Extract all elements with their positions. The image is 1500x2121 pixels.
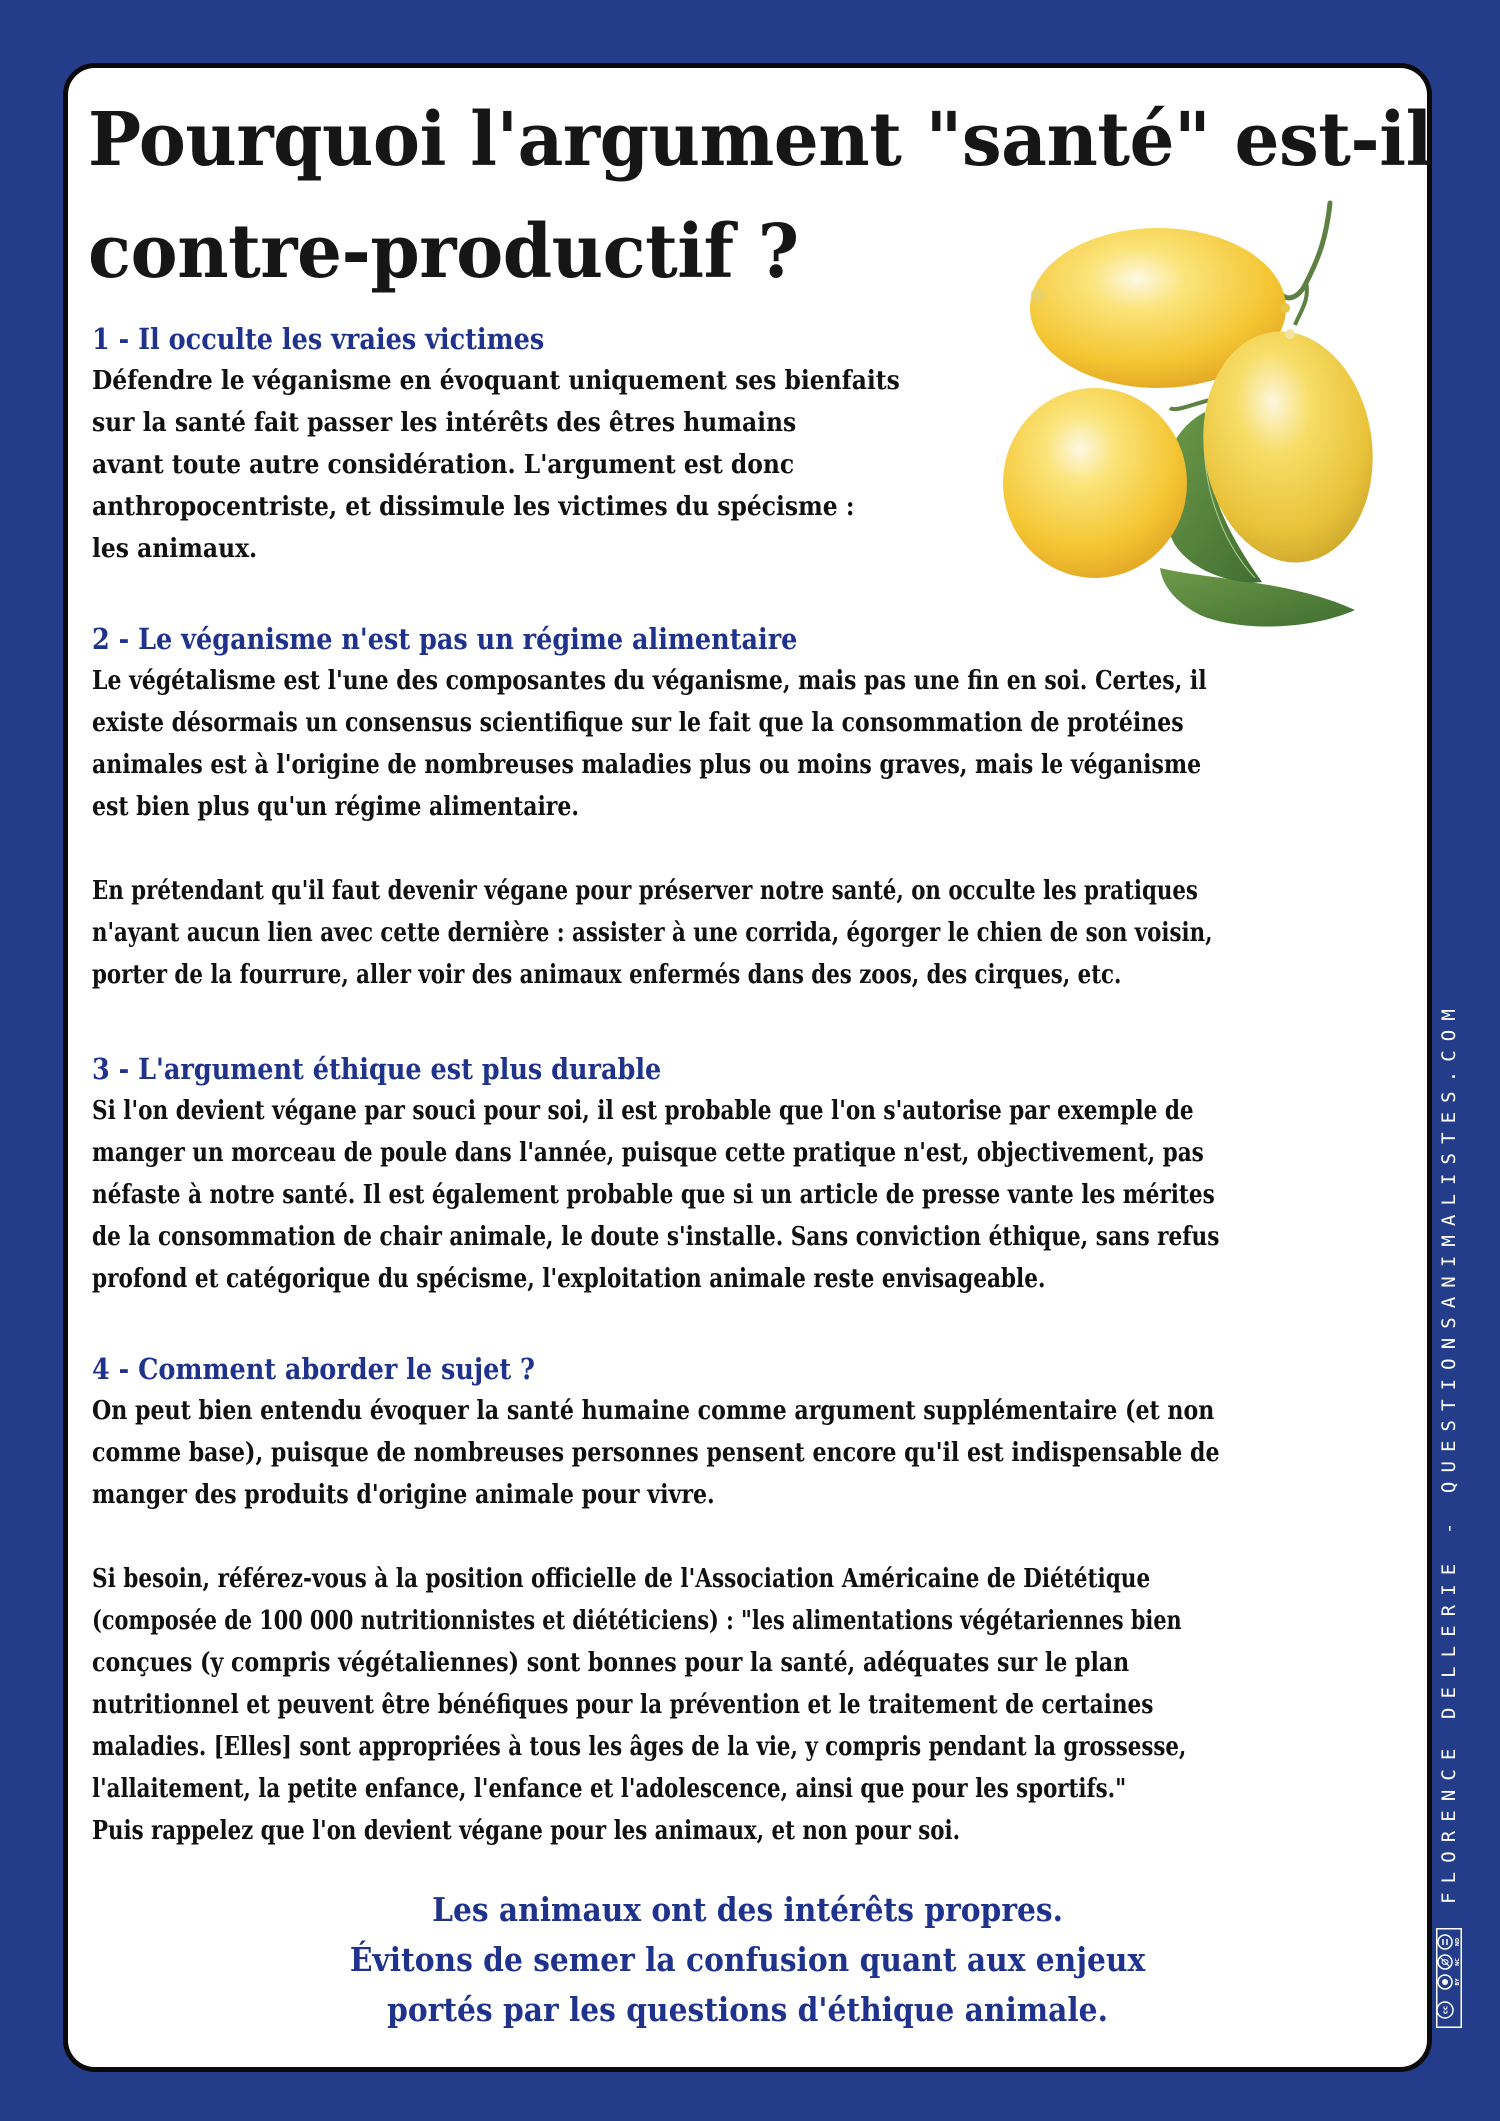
title-line-2: contre-productif ?	[88, 209, 799, 295]
body-line: manger des produits d'origine animale pour vivre.	[92, 1480, 715, 1510]
closing-line-2: Évitons de semer la confusion quant aux enjeux	[349, 1940, 1146, 1979]
section-3	[92, 1048, 1450, 1300]
body-line: animales est à l'origine de nombreuses maladies plus ou moins graves, mais le véganisme	[92, 750, 1202, 780]
body-line: conçues (y compris végétaliennes) sont bonnes pour la santé, adéquates sur le plan	[92, 1648, 1130, 1678]
section-heading: 1 - Il occulte les vraies victimes	[92, 322, 545, 356]
paragraph-spacer	[92, 828, 1459, 870]
body-line: les animaux.	[92, 534, 258, 564]
section-2	[92, 618, 1459, 996]
body-line: On peut bien entendu évoquer la santé humaine comme argument supplémentaire (et non	[92, 1396, 1215, 1426]
paragraph-spacer	[92, 1516, 1454, 1558]
svg-text:NC: NC	[1455, 1958, 1461, 1966]
body-line: porter de la fourrure, aller voir des animaux enfermés dans des zoos, des cirques, etc.	[92, 960, 1122, 990]
body-line: l'allaitement, la petite enfance, l'enfance et l'adolescence, ainsi que pour les sportifs."	[92, 1774, 1127, 1804]
title-line-1: Pourquoi l'argument "santé" est-il	[88, 97, 1433, 183]
section-heading: 4 - Comment aborder le sujet ?	[92, 1352, 536, 1386]
author-credit: FLORENCE DELLERIE - QUESTIONSANIMALISTES.COM	[1438, 1000, 1460, 1904]
body-line: maladies. [Elles] sont appropriées à tous les âges de la vie, y compris pendant la grossesse,	[92, 1732, 1187, 1762]
body-line: n'ayant aucun lien avec cette dernière : assister à une corrida, égorger le chien de son voisin,	[92, 918, 1213, 948]
body-line: comme base), puisque de nombreuses personnes pensent encore qu'il est indispensable de	[92, 1438, 1220, 1468]
closing-message	[63, 1885, 1432, 2035]
body-line: néfaste à notre santé. Il est également probable que si un article de presse vante les mérites	[92, 1180, 1215, 1210]
body-line: sur la santé fait passer les intérêts des êtres humains	[92, 408, 797, 438]
section-1	[92, 318, 990, 570]
closing-line-3: portés par les questions d'éthique animale.	[387, 1990, 1108, 2029]
lemons-illustration-icon	[1000, 200, 1380, 630]
body-line: profond et catégorique du spécisme, l'exploitation animale reste envisageable.	[92, 1264, 1046, 1294]
body-line: Défendre le véganisme en évoquant uniquement ses bienfaits	[92, 366, 900, 396]
body-line: Si l'on devient végane par souci pour soi, il est probable que l'on s'autorise par exemple de	[92, 1096, 1194, 1126]
body-line: anthropocentriste, et dissimule les victimes du spécisme :	[92, 492, 855, 522]
svg-text:BY: BY	[1455, 1978, 1461, 1986]
section-heading: 3 - L'argument éthique est plus durable	[92, 1052, 662, 1086]
body-line: Si besoin, référez-vous à la position officielle de l'Association Américaine de Diététique	[92, 1564, 1151, 1594]
body-line: nutritionnel et peuvent être bénéfiques pour la prévention et le traitement de certaines	[92, 1690, 1154, 1720]
section-heading: 2 - Le véganisme n'est pas un régime alimentaire	[92, 622, 798, 656]
svg-text:ND: ND	[1455, 1937, 1461, 1947]
body-line: de la consommation de chair animale, le doute s'installe. Sans conviction éthique, sans refus	[92, 1222, 1220, 1252]
body-line: avant toute autre considération. L'argument est donc	[92, 450, 795, 480]
section-4	[92, 1348, 1454, 1852]
body-line: manger un morceau de poule dans l'année, puisque cette pratique n'est, objectivement, pas	[92, 1138, 1204, 1168]
cc-by-nc-nd-icon	[1436, 1928, 1462, 2028]
body-line: Puis rappelez que l'on devient végane pour les animaux, et non pour soi.	[92, 1816, 961, 1846]
body-line: (composée de 100 000 nutritionnistes et diététiciens) : "les alimentations végétariennes bien	[92, 1606, 1182, 1636]
body-line: Le végétalisme est l'une des composantes du véganisme, mais pas une fin en soi. Certes, il	[92, 666, 1207, 696]
body-line: existe désormais un consensus scientifique sur le fait que la consommation de protéines	[92, 708, 1184, 738]
body-line: est bien plus qu'un régime alimentaire.	[92, 792, 580, 822]
closing-line-1: Les animaux ont des intérêts propres.	[432, 1890, 1063, 1929]
svg-text:cc: cc	[1441, 2005, 1450, 2015]
body-line: En prétendant qu'il faut devenir végane pour préserver notre santé, on occulte les pratiques	[92, 876, 1198, 906]
